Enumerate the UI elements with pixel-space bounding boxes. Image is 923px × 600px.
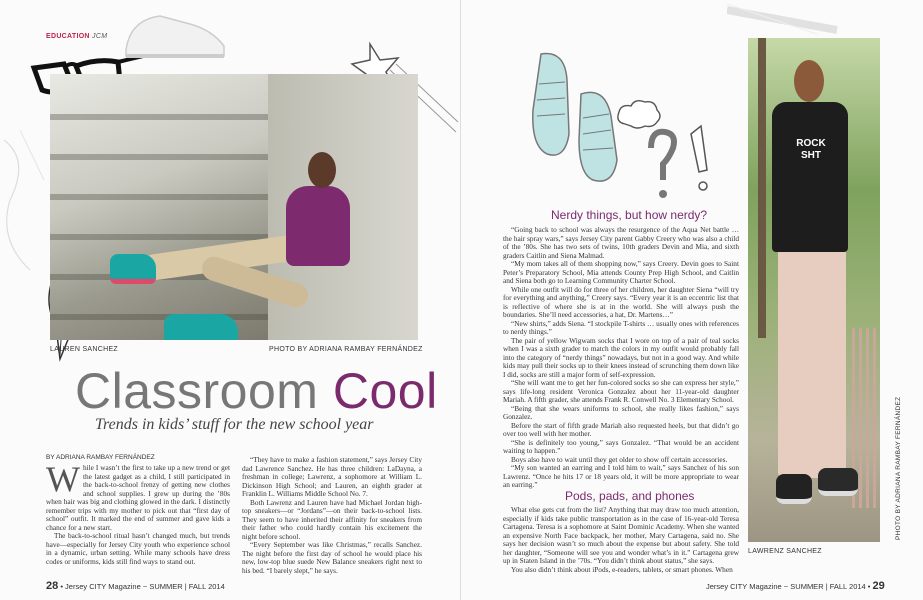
section-sub-label: JCM: [92, 33, 108, 40]
subheadline: Trends in kids’ stuff for the new school year: [95, 416, 374, 433]
folio-text: • Jersey CITY Magazine ~ SUMMER | FALL 2014: [58, 582, 225, 591]
photo-caption-subject-right: LAWRENZ SANCHEZ: [748, 548, 822, 555]
paragraph: The back-to-school ritual hasn’t changed much, but trends have—especially for Jersey City youth who experience school in a dynamic, urban setting. While many schools have dress codes or uniforms, kids still find ways to stand out.: [46, 531, 230, 566]
headline: [75, 362, 438, 420]
paragraph: “Going back to school was always the resurgence of the Aqua Net battle … the hair spray wars,” says Jersey City parent Gabby Creery who was also a child of the ’80s. She has two sets of twins, 10th graders Devin and Mia, and sixth graders Caitlin and Siena Malmad.: [503, 225, 739, 260]
paragraph: “My son wanted an earring and I told him to wait,” says Sanchez of his son Lawrenz. “Once he hits 17 or 18 years old, it will be more appropriate to wear an earring.”: [503, 463, 739, 489]
paragraph: “She is definitely too young,” says Gonzalez. “That would be an accident waiting to happen.”: [503, 437, 739, 455]
article-column-1: [46, 459, 230, 566]
page-folio-left: [46, 580, 225, 592]
drop-cap: W: [46, 459, 80, 499]
paragraph: “She will want me to get her fun-colored socks so she can express her style,” says life-long resident Veronica Gonzalez about her 11-year-old daughter Mariah. A fifth grader, she attends Frank R. Conwell No. 3 Elementary School.: [503, 378, 739, 404]
section-heading-nerdy: Nerdy things, but how nerdy?: [551, 208, 708, 222]
page-number: 29: [872, 580, 885, 592]
article-column-4: [503, 506, 739, 574]
photo-caption-credit-right: PHOTO BY ADRIANA RAMBAY FERNÁNDEZ: [895, 396, 902, 540]
paragraph: “Every September was like Christmas,” recalls Sanchez. The night before the first day of school he would place his new, low-top blue suede New Balance sneakers right next to his bed. “I barely slept,” he says.: [242, 540, 422, 575]
folio-text: Jersey CITY Magazine ~ SUMMER | FALL 2014 •: [706, 582, 873, 591]
paragraph: Boys also have to wait until they get older to show off certain accessories.: [511, 454, 728, 464]
paragraph: “My mom takes all of them shopping now,” says Creery. Devin goes to Saint Peter’s Preparatory School, Mia attends County Prep High School, and Caitlin and Siena both go to Learning Community Charter School.: [503, 259, 739, 285]
paragraph: “New shirts,” adds Siena. “I stockpile T-shirts … usually ones with references to nerdy things.”: [503, 318, 739, 336]
photo-caption-credit: PHOTO BY ADRIANA RAMBAY FERNÁNDEZ: [269, 346, 423, 353]
paragraph: [46, 459, 230, 532]
paragraph: Both Lawrenz and Lauren have had Michael Jordan high-top sneakers—or “Jordans”—on their back-to-school lists. They seem to have inherited their affinity for sneakers from their father who could hardly contain his excitement the night before school.: [242, 497, 422, 541]
article-column-3: [503, 226, 739, 490]
section-label-text: EDUCATION: [46, 33, 90, 40]
paragraph: Before the start of fifth grade Mariah also requested heels, but that didn’t go over too well with her mother.: [503, 420, 739, 438]
paragraph: The pair of yellow Wigwam socks that I wore on top of a pair of teal socks when I was a sixth grader to match the colors in my outfit would probably fall into the category of “nerdy things” nowadays, but not in a good way. And while kids may pull their socks up to their knees instead of scrunching them down like I did, socks are still a major form of self-expression.: [503, 335, 739, 379]
photo-caption-subject: LAUREN SANCHEZ: [50, 346, 118, 353]
paragraph: What else gets cut from the list? Anything that may draw too much attention, especially if kids take public transportation as in the case of 16-year-old Teresa Cartagena. Teresa is a sophomore at Saint Dominic Academy. When she wanted an expensive North Face backpack, her mother, Mary Cartagena, said no. She says her decision wasn’t so much about the expense but about safety. She told her daughter, “Someone will see you and wonder what’s in it.” Cartagena grew up in Staten Island in the ’70s. “You didn’t think about status,” she says.: [503, 505, 739, 565]
headline-accent: Cool: [332, 363, 438, 419]
paragraph: “They have to make a fashion statement,” says Jersey City dad Lawrence Sanchez. He has three children: LaDayna, a freshman in college; Lawrenz, a sophomore at William L. Dickinson High School; and Lauren, an eighth grader at Franklin L. Williams Middle School No. 7.: [242, 455, 422, 498]
lauren-sanchez-photo: [50, 74, 418, 340]
paragraph: “Being that she wears uniforms to school, she really likes fashion,” says Gonzalez.: [503, 403, 739, 421]
shirt-print: ROCK SHT: [796, 138, 826, 161]
question-exclamation-doodle-icon: [637, 120, 717, 210]
paragraph-text: hile I wasn’t the first to take up a new trend or get the latest gadget as a child, I still participated in the back-to-school frenzy of getting new clothes and school supplies. I grew up during the ’80s when hair was big and clothing glowed in the dark. I distinctly remember trips with my mother to pick out that “first day of school” outfit. It marked the end of summer and gave kids a chance for a new start.: [46, 463, 230, 532]
article-column-2: [242, 456, 422, 575]
left-page: [0, 0, 461, 600]
page-folio-right: [706, 580, 885, 592]
sketch-lines-doodle-icon: [0, 120, 50, 320]
lawrenz-sanchez-photo: [748, 38, 880, 542]
headline-part1: Classroom: [75, 363, 333, 419]
paragraph: You also didn’t think about iPods, e-readers, tablets, or smart phones. When: [511, 564, 733, 574]
section-heading-pods: Pods, pads, and phones: [565, 489, 695, 503]
paragraph: While one outfit will do for three of her children, her daughter Siena “will try for everything and anything,” Creery says. “Every year it is an eccentric list that is reflective of where she is at in the world. She will always push the boundaries. She’ll need accessories, a hat, Dr. Martens…”: [503, 284, 739, 319]
byline: BY ADRIANA RAMBAY FERNÁNDEZ: [46, 454, 155, 461]
pencil-doodle-icon: [727, 0, 847, 40]
section-label: [46, 33, 107, 40]
page-number: 28: [46, 580, 59, 592]
sneaker-doodle-icon: [120, 6, 230, 66]
